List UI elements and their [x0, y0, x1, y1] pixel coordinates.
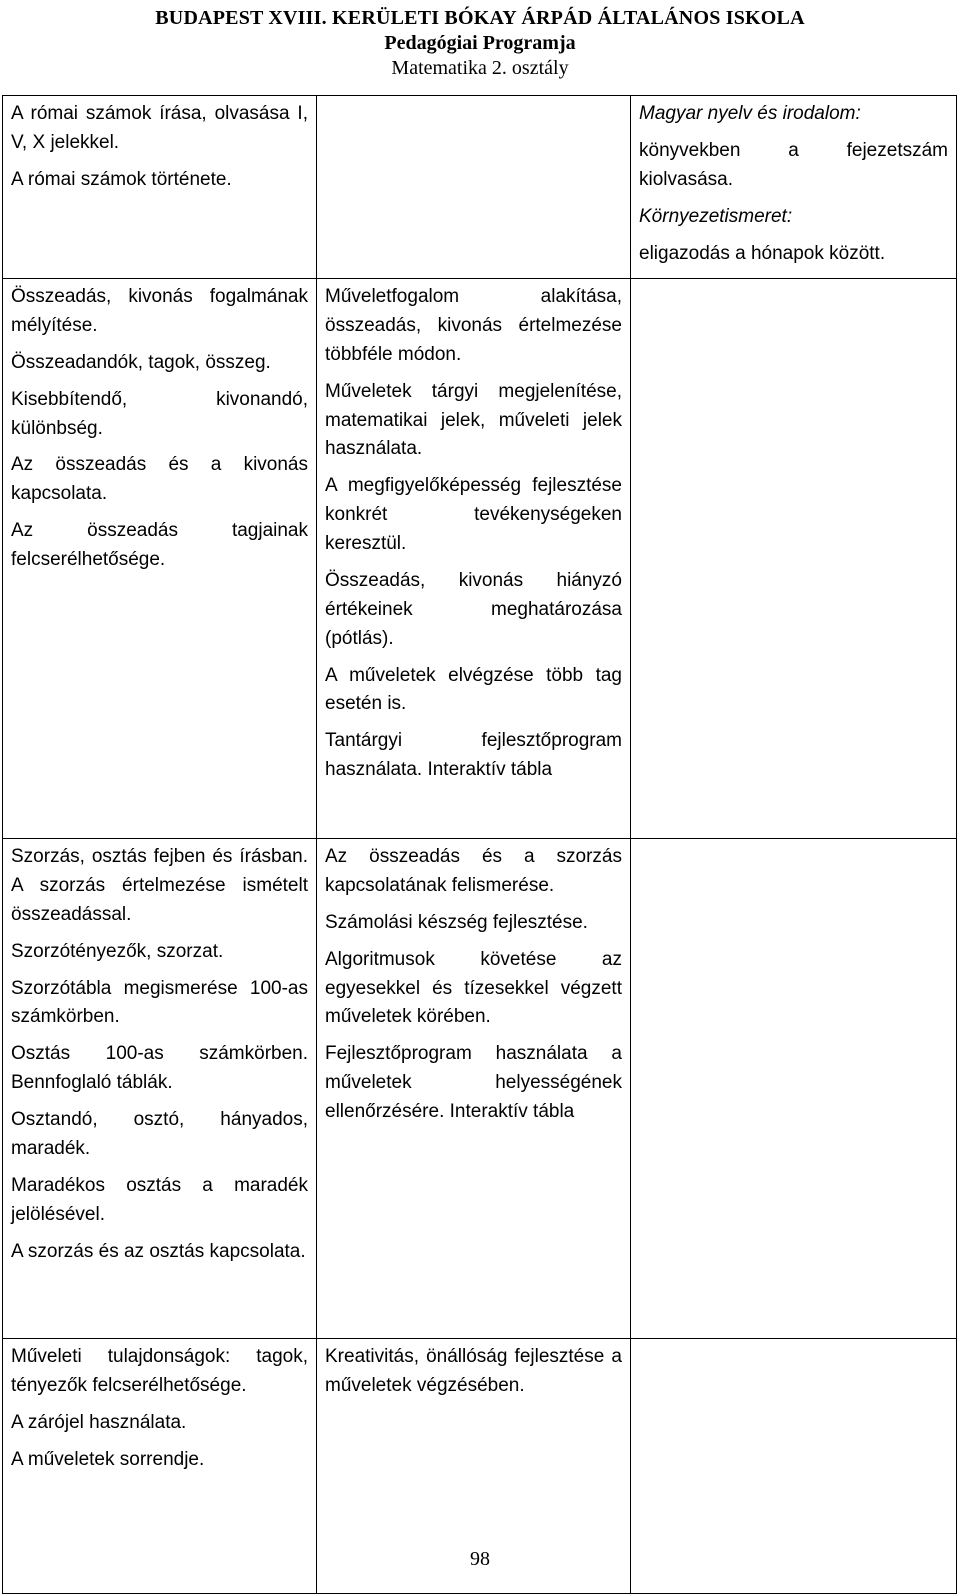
cell-paragraph: A szorzás és az osztás kapcsolata. — [11, 1240, 306, 1262]
content-cell — [3, 96, 317, 279]
cell-paragraph: Összeadandók, tagok, összeg. — [11, 351, 271, 373]
links-cell — [631, 279, 957, 839]
cell-paragraph: A műveletek sorrendje. — [11, 1448, 205, 1470]
page-number: 98 — [470, 1548, 490, 1570]
curriculum-table — [2, 95, 957, 1594]
school-name: BUDAPEST XVIII. KERÜLETI BÓKAY ÁRPÁD ÁLTALÁNOS ISKOLA — [155, 7, 805, 29]
links-cell — [631, 839, 957, 1339]
cell-paragraph: A zárójel használata. — [11, 1411, 187, 1433]
skills-cell — [317, 839, 631, 1339]
cell-paragraph: Tantárgyi fejlesztőprogram használata. Interaktív tábla — [325, 730, 622, 781]
table-row — [3, 96, 957, 279]
cell-paragraph: Osztás 100-as számkörben. Bennfoglaló táblák. — [11, 1043, 308, 1094]
cell-paragraph: Maradékos osztás a maradék jelölésével. — [11, 1174, 308, 1225]
cell-paragraph: Összeadás, kivonás fogalmának mélyítése. — [11, 286, 308, 336]
table-row — [3, 839, 957, 1339]
cell-paragraph: könyvekben a fejezetszám kiolvasása. — [639, 139, 948, 190]
cell-paragraph: Szorzás, osztás fejben és írásban. A szorzás értelmezése ismételt összeadással. — [11, 846, 308, 925]
links-cell — [631, 96, 957, 279]
cell-paragraph: Kreativitás, önállóság fejlesztése a műveletek végzésében. — [325, 1346, 622, 1396]
cell-paragraph: Osztandó, osztó, hányados, maradék. — [11, 1109, 308, 1159]
cell-paragraph: Szorzótényezők, szorzat. — [11, 940, 224, 962]
program-title: Pedagógiai Programja — [384, 32, 576, 54]
cell-paragraph: Műveletek tárgyi megjelenítése, matematikai jelek, műveleti jelek használata. — [325, 380, 622, 460]
cell-paragraph: Műveletfogalom alakítása, összeadás, kivonás értelmezése többféle módon. — [325, 286, 622, 365]
table-row — [3, 279, 957, 839]
skills-cell — [317, 279, 631, 839]
cell-paragraph: A megfigyelőképesség fejlesztése konkrét tevékenységeken keresztül. — [325, 475, 622, 554]
cell-paragraph: Az összeadás és a kivonás kapcsolata. — [11, 454, 308, 505]
cell-paragraph: Fejlesztőprogram használata a műveletek helyességének ellenőrzésére. Interaktív tábla — [325, 1043, 622, 1122]
cell-paragraph: Algoritmusok követése az egyesekkel és tízesekkel végzett műveletek körében. — [325, 948, 622, 1028]
cell-paragraph: A római számok története. — [11, 168, 232, 190]
cell-paragraph: Magyar nyelv és irodalom: — [639, 103, 861, 124]
cell-paragraph: Műveleti tulajdonságok: tagok, tényezők felcserélhetősége. — [11, 1346, 308, 1396]
content-cell — [3, 279, 317, 839]
cell-paragraph: Környezetismeret: — [639, 205, 793, 227]
cell-paragraph: Az összeadás és a szorzás kapcsolatának felismerése. — [325, 846, 622, 896]
page-header — [0, 0, 960, 80]
content-cell — [3, 839, 317, 1339]
cell-paragraph: Összeadás, kivonás hiányzó értékeinek meghatározása (pótlás). — [325, 569, 622, 649]
cell-paragraph: Az összeadás tagjainak felcserélhetősége. — [11, 520, 308, 570]
skills-cell — [317, 96, 631, 279]
cell-paragraph: eligazodás a hónapok között. — [639, 242, 886, 264]
cell-paragraph: A római számok írása, olvasása I, V, X jelekkel. — [11, 103, 308, 153]
cell-paragraph: A műveletek elvégzése több tag esetén is. — [325, 664, 622, 715]
cell-paragraph: Számolási készség fejlesztése. — [325, 911, 588, 933]
cell-paragraph: Szorzótábla megismerése 100-as számkörben. — [11, 977, 308, 1028]
cell-paragraph: Kisebbítendő, kivonandó, különbség. — [11, 388, 308, 439]
subject-title: Matematika 2. osztály — [391, 57, 569, 79]
